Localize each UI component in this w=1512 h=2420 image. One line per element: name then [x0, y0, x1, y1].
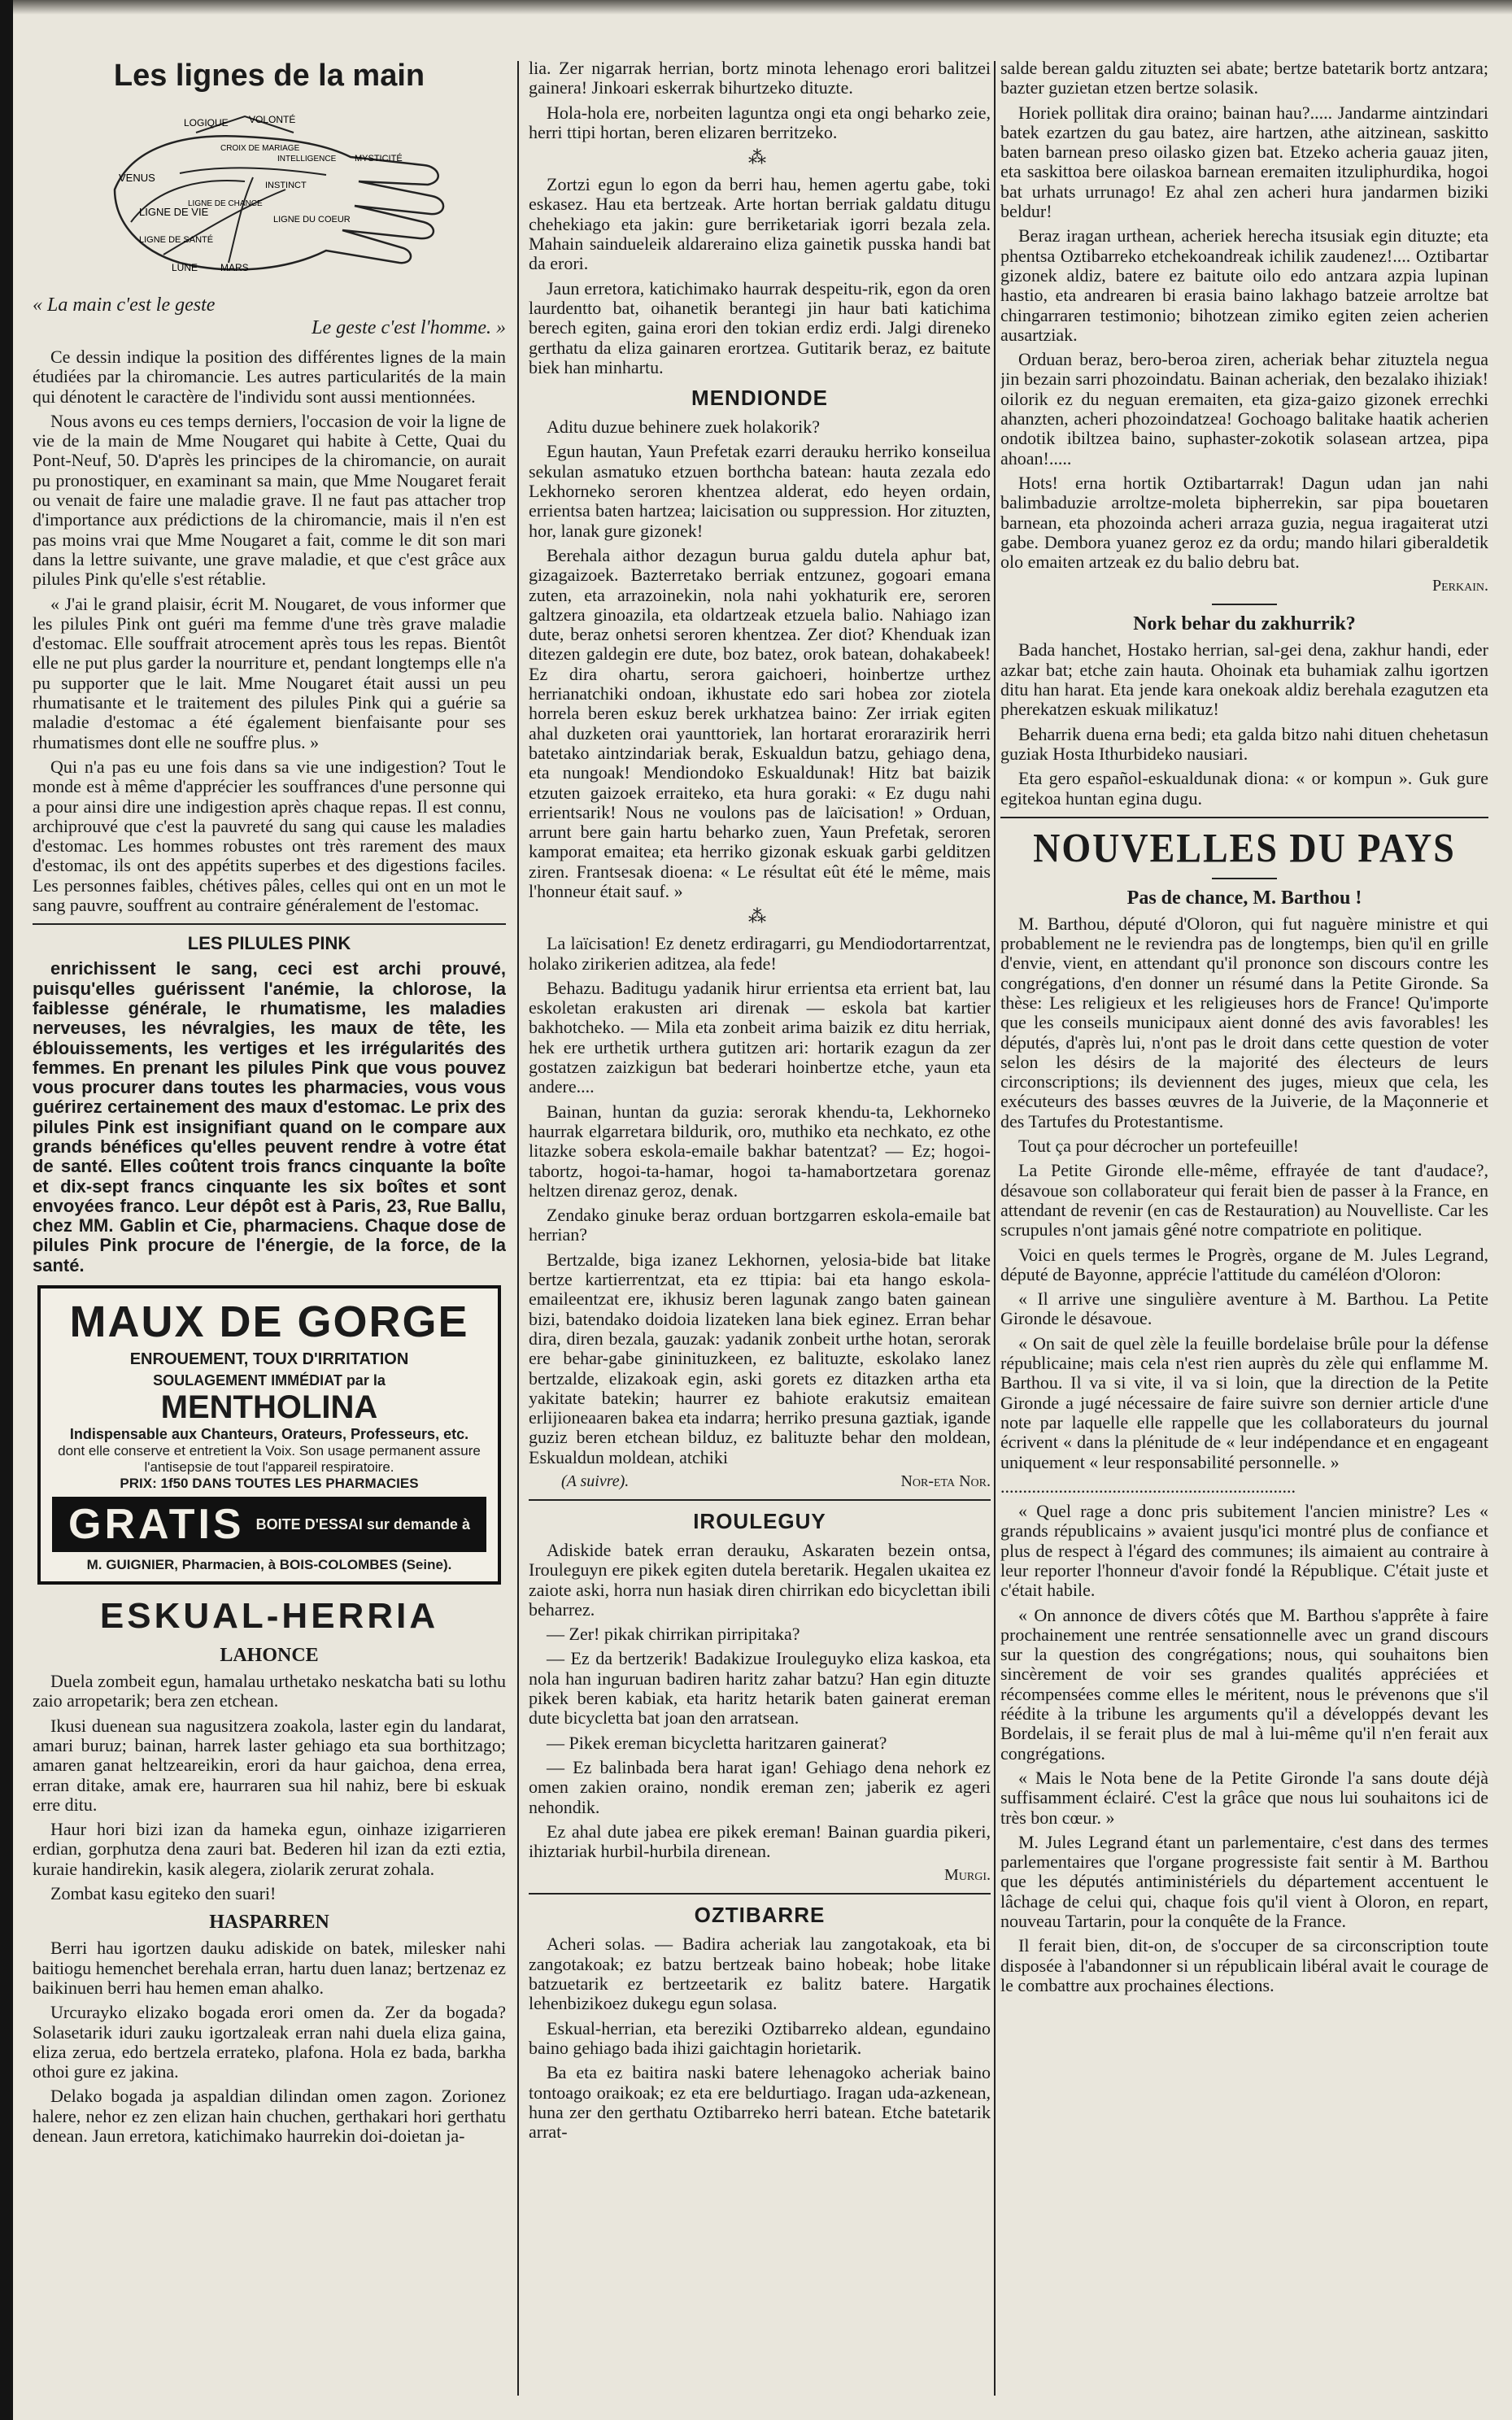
paragraph: M. Jules Legrand étant un parlementaire, c'est dans des termes parlementaires que l'organe progressiste fait sentir à M. Barthou que les députés antiministériels du département accentuent le lâchage de celui qui, chaque fois qu'il vient à Oloron, en repart, nouveau Tartarin, pour la conquête de la France. — [1000, 1831, 1488, 1932]
article-title: Pas de chance, M. Barthou ! — [1126, 887, 1362, 909]
paragraph: Ba eta ez baitira naski batere lehenagoko acheriak baino tontoago oraikoak; ez eta ere beldurtiago. Iragan uda-azkenean, huna zer den gerthatu Oztibarreko herri batean. Etche batetarik arrat- — [529, 2062, 991, 2143]
paragraph: Berri hau igortzen dauku adiskide on batek, milesker nahi baitiogu hemenchet berehala erran, hartu duen lanaz; bertzenaz ez baikinuen berri hau hemen eman ahalko. — [33, 1938, 506, 1998]
column-divider — [517, 61, 519, 2396]
paragraph: Zombat kasu egiteko den suari! — [50, 1883, 277, 1904]
ad-price: PRIX: 1f50 DANS TOUTES LES PHARMACIES — [120, 1476, 419, 1492]
paragraph: Eta gero español-eskualdunak diona: « or kompun ». Guk gure egitekoa huntan egina dugu. — [1000, 768, 1488, 809]
hand-label: VENUS — [119, 172, 155, 184]
subsection-heading: IROULEGUY — [693, 1509, 826, 1533]
paragraph: Zendako ginuke beraz orduan bortzgarren eskola-emaile bat herrian? — [529, 1205, 991, 1245]
paragraph: Horiek pollitak dira oraino; bainan hau?..... Jandarme aintzindari batek ezartzen du gau batez, aire hartzen, athe aitzinean, saskitto baten barnean preso oilasko gizen bat. Etzeko acheria gauaz jiten, eta saskittoa bere oilaskoa barnean eremaiten itzuliphurdika, hogoi bat urhats urrunago! Ez ahal zen acheri hura jandarmen biziki beldur! — [1000, 102, 1488, 222]
paragraph: salde berean galdu zituzten sei abate; bertze batetarik bortz antzara; bazter guzietan etzen bertze solasik. — [1000, 59, 1488, 98]
to-be-continued: (A suivre). — [561, 1472, 630, 1490]
hand-label: LIGNE DE VIE — [139, 206, 209, 218]
ad-description: dont elle conserve et entretient la Voix. Son usage permanent assure l'antisepsie de tout l'appareil respiratoire. — [58, 1443, 481, 1476]
paragraph: Eskual-herrian, eta bereziki Oztibarreko aldean, egundaino baino gehiago bada ihizi gaichtagin horietarik. — [529, 2017, 991, 2058]
paragraph: Orduan beraz, bero-beroa ziren, acheriak behar zituztela negua jin bezain sarri phozoindatu. Bainan acheriak, den bezalako ihiziak! oilorik ez du neguan eremaiten, eta giza-gaizo gizonek errechki ahanzten, acheri phozoindatzea! Gochoago balitake haatik acherien ondotik ibiltzea baino, suphaster-zokotik solasean artzea, pipa ahoan!..... — [1000, 349, 1488, 469]
palm-diagram — [82, 100, 456, 287]
author-signature: Perkain. — [1431, 577, 1488, 595]
quote — [33, 294, 506, 339]
paragraph: Voici en quels termes le Progrès, organe de M. Jules Legrand, député de Bayonne, apprécie l'attitude du caméléon d'Oloron: — [1000, 1244, 1488, 1284]
ad-product: MENTHOLINA — [160, 1389, 378, 1426]
article-signature — [529, 1472, 991, 1491]
paragraph: — Pikek ereman bicycletta haritzaren gainerat? — [547, 1732, 887, 1753]
subsection-heading: MENDIONDE — [691, 386, 828, 411]
ad-trial-box: BOITE D'ESSAI sur demande à — [255, 1516, 470, 1533]
paragraph: Duela zombeit egun, hamalau urthetako neskatcha bati su lothu zaio arropetarik; bera zen etchean. — [33, 1671, 506, 1711]
hand-label: LIGNE DE CHANCE — [188, 199, 263, 208]
paragraph: Nous avons eu ces temps derniers, l'occasion de voir la ligne de vie de la main de Mme Nougaret qui habite à Cette, Quai du Pont-Neuf, 50. D'après les principes de la chiromancie, on aurait pu pronostiquer, en examinant sa main, que Mme Nougaret ferait ou venait de faire une maladie grave. Il ne faut pas attacher trop d'importance aux prédictions de la chiromancie, mais il n'en est pas moins vrai que Mme Nougaret a fait, comme le dit son mari dans la lettre suivante, une grave maladie, et que c'est grâce aux pilules Pink qu'elle s'est rétablie. — [33, 410, 506, 590]
divider — [1212, 604, 1277, 605]
paragraph: Acheri solas. — Badira acheriak lau zangotakoak, eta bi zangotakoak; ez batzu bertzeak baino hobeak; hobe litake batzuetarik ez bertzeetarik ez balitz batere. Hargatik lehenbizikoez dukegu egun solasa. — [529, 1934, 991, 2014]
section-heading: ESKUAL-HERRIA — [99, 1596, 439, 1637]
section-heading: NOUVELLES DU PAYS — [1033, 825, 1456, 871]
divider — [529, 1499, 991, 1501]
paragraph: Egun hautan, Yaun Prefetak ezarri derauku herriko konseilua sekulan asmatuko etzuen borthcha batean: hauta zezala edo Lekhorneko seroren khentzea alderat, edo heyen ordain, errientsa baten hartzea; laicisation ou suppression. Hor zituzten, hor, lanak gure gizonek! — [529, 441, 991, 541]
paragraph: — Ez da bertzerik! Badakizue Irouleguyko eliza kaskoa, eta nola han inguruan badiren haritz zahar batzu? Han egin dituzte pikek beren kabiak, eta haritz hetarik baten gainerat ereman dute bicycletta bat joan den arratsean. — [529, 1648, 991, 1729]
article-title: Les lignes de la main — [113, 59, 425, 93]
paragraph: Ce dessin indique la position des différentes lignes de la main étudiées par la chiromancie. Les autres particularités de la main qui dénotent le caractère de l'individu sont aussi mentionnées. — [33, 347, 506, 407]
paragraph: M. Barthou, député d'Oloron, qui fut naguère ministre et qui probablement ne le reviendra pas de longtemps, bien qu'il en grille d'envie, vient, en attendant qu'il prononce son discours contre les congrégations, d'en donner un résumé dans la Petite Gironde. Sa thèse: Les religieux et les religieuses hors de France! Qu'importe que les conseils municipaux aient donné des avis favorables! les députés, d'après lui, n'ont pas le droit dans cette question de voter selon les désirs de la majorité des électeurs de leurs circonscriptions; ils deviennent des juges, mieux que cela, les exécuteurs des basses œuvres de la Juiverie, de la Maçonnerie et des Tartufes du Protestantisme. — [1000, 913, 1488, 1132]
paragraph: La Petite Gironde elle-même, effrayée de tant d'audace?, désavoue son collaborateur qui ferait bien de passer à la France, en attendant de revenir (en cas de Restauration) au Nouvelliste. Car les scrupules n'ont jamais gêné notre compatriote en politique. — [1000, 1160, 1488, 1241]
hand-label: MYSTICITÉ — [355, 154, 403, 164]
paragraph: Urcurayko elizako bogada erori omen da. Zer da bogada? Solasetarik iduri zauku igortzaleak erran nahi duela eliza gaina, eliza zerua, edo bertzela errateko, plafona. Hola ez bada, barkha othoi gure ez jakina. — [33, 2002, 506, 2082]
paragraph: Tout ça pour décrocher un portefeuille! — [1018, 1136, 1299, 1157]
ad-audience: Indispensable aux Chanteurs, Orateurs, Professeurs, etc. — [69, 1426, 469, 1443]
paragraph: lia. Zer nigarrak herrian, bortz minota lehenago erori balitzei gainera! Jinkoari eskerrak bihurtzeko dituzte. — [529, 59, 991, 98]
paragraph: « On sait de quel zèle la feuille bordelaise brûle pour la défense républicaine; mais cela n'est rien auprès du zèle qui enflamme M. Barthou. Il va si vite, il va si loin, que la direction de la Petite Gironde a jugé nécessaire de faire suivre son dernier article d'une note par laquelle elle rappelle que les collaborateurs du journal écrivent « dans la plénitude de « leur indépendance et en engageant uniquement « leur responsabilité personnelle. » — [1000, 1332, 1488, 1472]
pink-paragraph: enrichissent le sang, ceci est archi prouvé, puisqu'elles guérissent l'anémie, la chlorose, la faiblesse générale, le rhumatisme, les maladies nerveuses, les névralgies, les maux de tête, les éblouissements, les vertiges et les irrégularités des femmes. En prenant les pilules Pink que vous pouvez vous procurer dans toutes les pharmacies, vous vous guérirez certainement des maux d'estomac. Le prix des pilules Pink est insignifiant quand on le compare aux grands bénéfices qu'elles peuvent rendre à votre état de santé. Elles coûtent trois francs cinquante la boîte et dix-sept francs cinquante les six boîtes et sont envoyées franco. Leur dépôt est à Paris, 23, Rue Ballu, chez MM. Gablin et Cie, pharmaciens. Chaque dose de pilules Pink procure de l'énergie, de la force, de la santé. — [33, 958, 506, 1275]
paragraph: Behazu. Baditugu yadanik hirur errientsa eta errient bat, lau eskoletan erakusten ari direnak — eskola bat kartier bakhotcheko. — Mila eta zonbeit arima baizik ez ditu herriak, hek ere urthetik urthera gutitzen ari: hortarik ezagun da zer gostatzen zaizkigun bat bederari hoinbertze etche, yaun eta andere.... — [529, 977, 991, 1097]
quote-line-2: Le geste c'est l'homme. » — [312, 317, 506, 338]
mentholina-advertisement — [37, 1285, 501, 1585]
paragraph: Bertzalde, biga izanez Lekhornen, yelosia-bide bat litake bertze kartierrentzat, eta ez ttipia: bai eta hango eskola-emaileentzat ere, ikhusiz beren lagunak zango baten gainean bizi, batendako doidoia lizateken lana biek eginez. Erran behar dira, diren bezala, gauzak: yadanik zonbeit urthe hotan, serorak ere behar-gabe gininituzkeen, ez balituzte, eskolako lanez bertzalde, elizakoak egin, aski gorets ez ditazken artha eta yakitate batekin; haurrer ez bahiote erakutsiz emaitean erlijioneaaren bakea eta indarra; herriko presuna gaztiak, igande guziz beren etchean bilduz, ez balituzte behar den moldean, Eskualdun moldean, atchiki — [529, 1249, 991, 1467]
paragraph: « Quel rage a donc pris subitement l'ancien ministre? Les « grands républicains » avaient jusqu'ici montré plus de confiance et plus de respect à l'égard des communes; ils aimaient au contraire à leur reporter l'honneur d'avoir fondé la République. C'était juste et c'était habile. — [1000, 1501, 1488, 1601]
quote-line-1: « La main c'est le geste — [33, 294, 216, 316]
column-divider — [994, 61, 996, 2396]
paragraph: Beharrik duena erna bedi; eta galda bitzo nahi dituen chehetasun guziak Hosta Ithurbideko nausiari. — [1000, 723, 1488, 764]
ad-headline: MAUX DE GORGE — [69, 1297, 469, 1347]
ad-gratis-box — [52, 1497, 486, 1552]
hand-label: LIGNE DU COEUR — [273, 215, 351, 225]
divider — [33, 923, 506, 925]
binding-edge — [0, 0, 13, 2420]
hand-label: LOGIQUE — [184, 117, 229, 129]
paragraph: Berehala aithor dezagun burua galdu dutela aphur bat, gizagaizoek. Bazterretako berriak entzunez, gogoari emana zuten, eta arrazoinekin, nola nahi yokhaturik ere, seroren galtzera ginoazila, eta oldartzeak etzuela balio. Nahiago izan dute, beraz onhetsi seroren khentzea. Zer diot? Khenduak izan ditezen galdegin ere dute, boz batez, orok batean, dohakabeek! Ez dira ohartu, serora gaichoeri, hoinbertze urthez herrianatchiki ondoan, ikhustate edo sari hobea zor ziotela horrela beren eskuz berek urkhatzea baino: Zer irriak egiten ahal duzketen orai yaunttoriek, lan hortarat erorarazirik herri batetako aintzindariak berak, Eskualdun batzu, gehiago dena, eta nungoak! Mendiondoko Eskualdunak! Hitz bat baizik etzuten gaizoek erraiteko, eta hura goraki: « Ez dugu nahi errientsarik! Nous ne voulons pas de laïcisation! » Orduan, arrunt bere gain hartu beharko zuen, Yaun Prefetak, seroren kamporat emaitea; eta herriko gizonak eskuak garbi gelditzen ziren. Frantsesak dioena: « Le résultat eût été le même, mais l'honneur était sauf. » — [529, 544, 991, 901]
column-3 — [1000, 59, 1488, 2393]
paragraph: Zortzi egun lo egon da berri hau, hemen agertu gabe, toki eskasez. Hau eta bertzeak. Arte hortan berriak galdatu ditugu chehekiago eta jakin: gure berriketariak igorri bezala zela. Mahain saindueleik aldareraino eliza gainetik pusska handi bat da erori. — [529, 174, 991, 274]
paragraph: Beraz iragan urthean, acheriek herecha itsusiak egin dituzte; eta phentsa Oztibarreko etchekoandreak ichilik zaudenez!.... Oztibartar gizonek aldiz, batere ez baitute oilo edo antzara azpia lupinan hastio, eta andrearen bi erasia baino lakhago batzeie arroltze bat chingarraren testimonio; bihotzean zimiko egiten zeien acherien ausartziak. — [1000, 225, 1488, 345]
ad-address: M. GUIGNIER, Pharmacien, à BOIS-COLOMBES (Seine). — [86, 1557, 452, 1573]
paragraph: Delako bogada ja aspaldian dilindan omen zagon. Zorionez halere, nehor ez zen elizan hain chuchen, gerthakari hori gerthatu denean. Jaun erretora, katichimako haurrekin doi-doietan ja- — [33, 2086, 506, 2146]
ad-subline: ENROUEMENT, TOUX D'IRRITATION — [129, 1350, 409, 1369]
paragraph: La laïcisation! Ez denetz erdiragarri, gu Mendiodortarrentzat, holako zirikerien aditzea, ala fede! — [529, 933, 991, 974]
paragraph: — Zer! pikak chirrikan pirripitaka? — [547, 1624, 800, 1645]
divider — [1212, 878, 1277, 879]
hand-label: INTELLIGENCE — [277, 155, 337, 164]
paragraph: « Il arrive une singulière aventure à M. Barthou. La Petite Gironde le désavoue. — [1000, 1288, 1488, 1329]
paragraph: Hots! erna hortik Oztibartarrak! Dagun udan jan nahi balimbaduzie arroltze-moleta bipherrekin, sar pipa bouetaren barnean, eta phozoinda acheri arraza guzia, negua iragaiterat utzi gabe. Dembora yuanez geroz ez da ordu; mando hilari giberaldetik olo emaiten artzeak ez du balio debru bat. — [1000, 472, 1488, 573]
paragraph: Jaun erretora, katichimako haurrak despeitu-rik, egon da oren laurdentto bat, oihanetik berantegi jin haur bati katichima berech egiten, gaina erori den tokian erdiz erdi. Jalgi direneko gerthatu da eliza gainaren erortzea. Gutitarik beraz, ez baitute biek han minhartu. — [529, 277, 991, 377]
column-2 — [529, 59, 991, 2393]
separator-stars: ⁂ — [748, 906, 771, 927]
column-1 — [33, 59, 506, 2393]
author-signature: Murgi. — [943, 1866, 991, 1885]
subsection-heading: HASPARREN — [209, 1912, 329, 1934]
author-signature: Nor-eta Nor. — [900, 1472, 991, 1490]
paragraph: Hola-hola ere, norbeiten laguntza ongi eta ongi beharko zeie, herri ttipi hortan, beren elizaren berritzeko. — [529, 102, 991, 142]
pink-title: LES PILULES PINK — [187, 933, 351, 954]
hand-label: VOLONTÉ — [249, 114, 296, 125]
ad-gratis: GRATIS — [68, 1501, 245, 1549]
paragraph: Haur hori bizi izan da hameka egun, oinhaze izigarrieren erdian, gorphutza dena zauri bat. Bederen hil izan da ezti eztia, kuraie handirekin, kasik alegera, ziolarik zerurat zohala. — [33, 1819, 506, 1879]
paragraph: Bainan, huntan da guzia: serorak khendu-ta, Lekhorneko haurrak elgarretara bildurik, oro, muthiko eta nechkato, ez othe litazke sobera eskola-emaile bakhar batentzat? — Ez; hogoi-tabortz, hogoi-ta-hamar, hogoi ta-hamabortzetara gorenaz heltzen direnaz geroz, denak. — [529, 1101, 991, 1201]
subsection-heading: OZTIBARRE — [694, 1903, 826, 1928]
subsection-heading: Nork behar du zakhurrik? — [1133, 613, 1356, 635]
paragraph: Adiskide batek erran derauku, Askaraten bezein ontsa, Irouleguyn ere pikek egiten dutela beretarik. Hegalen ukaitea ez zaiote aski, horra nun hasiak diren chirrikan edo bicyclettan ibili beharrez. — [529, 1540, 991, 1620]
divider — [529, 1893, 991, 1895]
paragraph: Bada hanchet, Hostako herrian, sal-gei dena, zakhur handi, eder azkar bat; etche zain hauta. Ohoinak eta buhamiak zalhu igortzen ditu han harat. Eta jende kara onekoak aldiz berehala ezagutzen eta pherekatzen eskuak milikatuz! — [1000, 639, 1488, 720]
hand-label: CROIX DE MARIAGE — [220, 144, 300, 153]
paragraph: Qui n'a pas eu une fois dans sa vie une indigestion? Tout le monde est à même d'apprécier les souffrances d'une personne qui a pour ainsi dire une indigestion après chaque repas. Il est connu, archiprouvé que c'est la pauvreté du sang qui cause les maladies d'estomac. Les hommes robustes ont très rarement des maux d'estomac, ils ont des appétits superbes et des digestions faciles. Les personnes faibles, chétives pâles, celles qui ont en un mot le sang pauvre, souffrent au contraire généralement de l'estomac. — [33, 756, 506, 916]
page-top-edge — [0, 0, 1512, 15]
hand-label: MARS — [220, 262, 249, 273]
paragraph: Il ferait bien, dit-on, de s'occuper de sa circonscription toute disposée à l'abandonner si un républicain libéral avait le courage de le combattre aux prochaines élections. — [1000, 1935, 1488, 1995]
paragraph: — Ez balinbada bera harat igan! Gehiago dena nehork ez omen zakien oraino, nondik ereman zen; jaberik ez ageri nehondik. — [529, 1756, 991, 1817]
dotted-separator: .................................................................. — [1000, 1476, 1296, 1497]
paragraph: Ikusi duenean sua nagusitzera zoakola, laster egin du landarat, amari buruz; bainan, harrek laster gehiago eta sua borthitzago; amaren ganat heltzeareikin, erori da haur gaichoa, dena errea, erran ditake, amak ere, haurraren sua hil nahiz, bere bi eskuak erre ditu. — [33, 1715, 506, 1815]
paragraph: Aditu duzue behinere zuek holakorik? — [547, 416, 820, 438]
paragraph: Ez ahal dute jabea ere pikek ereman! Bainan guardia pikeri, ihiztariak hurbil-hurbila direnean. — [529, 1820, 991, 1862]
paragraph: « J'ai le grand plaisir, écrit M. Nougaret, de vous informer que les pilules Pink ont guéri ma femme d'une très grave maladie d'estomac. Elle souffrait atrocement après tous les repas. Bientôt elle ne put plus garder la nourriture et, pendant longtemps elle n'a pu supporter que le lait. Mme Nougaret était aussi un peu rhumatisante et le traitement des pilules Pink qui a guérie sa maladie d'estomac a été également bienfaisante pour ses rhumatismes dont elle ne souffre plus. » — [33, 593, 506, 752]
hand-label: INSTINCT — [265, 181, 307, 190]
paragraph: « Mais le Nota bene de la Petite Gironde l'a sans doute déjà suffisamment éclairé. C'est la grâce que nous lui souhaitons ici de très bon cœur. » — [1000, 1767, 1488, 1828]
separator-stars: ⁂ — [748, 147, 771, 168]
hand-label: LIGNE DE SANTÉ — [139, 235, 214, 245]
subsection-heading: LAHONCE — [220, 1645, 319, 1667]
hand-label: LUNE — [172, 262, 198, 273]
ad-relief: SOULAGEMENT IMMÉDIAT par la — [153, 1372, 386, 1389]
divider — [1000, 817, 1488, 818]
paragraph: « On annonce de divers côtés que M. Barthou s'apprête à faire prochainement une rentrée sensationnelle avec un grand discours sur la question des congrégations; nous, qui souhaitons bien sincèrement de voir ses grandes qualités appréciées et récompensées comme elles le méritent, nous le prévenons que s'il réédite à la tribune les arguments qu'il a développés devant les Bordelais, il se ferait plus de mal à lui-même qu'il n'en ferait aux congrégations. — [1000, 1604, 1488, 1764]
